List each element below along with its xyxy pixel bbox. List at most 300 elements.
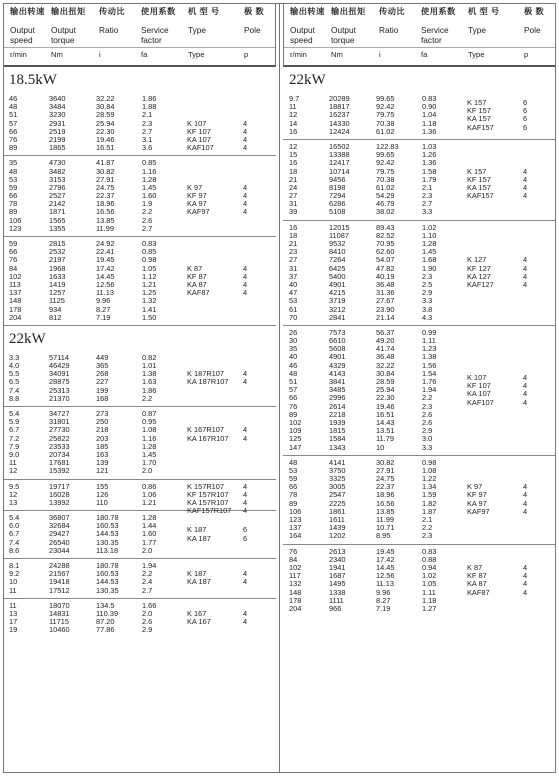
cell-torque: 26540 [49,537,70,547]
cell-ratio: 22.37 [96,191,115,201]
cell-torque: 16237 [329,110,350,120]
model-pole: 4 [523,397,528,407]
cell-ratio: 92.42 [376,102,395,112]
model-pole: 4 [243,481,248,491]
cell-speed: 27 [289,255,298,265]
table-row [283,444,556,452]
cell-service-factor: 2.2 [422,393,433,403]
cell-torque: 10714 [329,166,350,176]
header-en-line: Ratio [99,25,119,35]
cell-torque: 5108 [329,207,346,217]
cell-speed: 57 [9,118,18,128]
cell-speed: 11 [9,585,17,595]
cell-ratio: 24.92 [96,239,115,248]
cell-ratio: 46.79 [376,199,395,209]
cell-ratio: 250 [96,417,109,427]
header-en-ratio [99,26,118,36]
cell-service-factor: 1.08 [142,425,157,435]
cell-service-factor: 2.1 [422,515,433,524]
cell-ratio: 24.75 [376,474,395,484]
data-group [3,480,276,516]
cell-torque: 4730 [49,158,66,168]
header-en-type [468,26,486,36]
cell-torque: 1687 [329,571,346,581]
model-list [187,426,275,442]
cell-torque: 1111 [329,595,344,605]
cell-speed: 89 [289,498,298,508]
model-list [467,168,555,201]
model-type: K 127 [467,255,487,265]
header-unit-service-factor: fa [421,50,428,59]
cell-ratio: 218 [96,425,109,435]
cell-speed: 5.4 [9,409,20,418]
cell-service-factor: 2.5 [422,279,433,289]
table-row [283,289,556,297]
table-row [283,556,556,564]
cell-ratio: 30.84 [376,368,395,378]
cell-service-factor: 1.50 [142,312,157,322]
cell-service-factor: 2.4 [142,577,153,587]
cell-torque: 20734 [49,449,70,459]
model-type: KA 187 [187,533,211,543]
cell-speed: 53 [9,174,18,184]
cell-speed: 137 [289,523,302,533]
cell-ratio: 144.53 [96,529,119,539]
header-divider [4,47,275,48]
model-pole: 4 [523,271,528,281]
cell-ratio: 144.53 [96,577,119,587]
cell-torque: 7294 [329,191,346,201]
table-row [3,467,276,475]
cell-ratio: 18.96 [96,199,115,209]
model-entry [187,378,275,386]
cell-ratio: 8.95 [376,531,391,541]
model-pole: 4 [243,118,248,128]
cell-service-factor: 0.83 [142,239,157,248]
cell-torque: 17681 [49,458,70,468]
cell-torque: 24288 [49,561,70,570]
cell-ratio: 87.20 [96,617,115,627]
cell-ratio: 19.45 [96,255,115,265]
cell-service-factor: 2.2 [422,523,433,533]
cell-torque: 1815 [329,426,346,436]
cell-ratio: 13.85 [376,506,395,516]
cell-ratio: 54.29 [376,191,395,201]
model-type: KAF107 [467,397,494,407]
cell-ratio: 12.56 [376,571,395,581]
cell-speed: 59 [289,474,298,484]
cell-torque: 2931 [49,118,66,128]
model-pole: 4 [523,482,528,492]
cell-torque: 13388 [329,150,350,160]
cell-speed: 84 [289,554,298,564]
cell-speed: 7.2 [9,433,20,443]
header-en-line: Output [331,25,356,35]
model-type: KA 187 [187,577,211,587]
cell-service-factor: 0.83 [422,94,437,103]
model-pole: 4 [523,389,528,399]
cell-service-factor: 2.7 [142,223,153,233]
cell-torque: 19418 [49,577,70,587]
cell-torque: 1419 [49,279,66,289]
cell-speed: 17 [9,617,18,627]
cell-speed: 147 [289,442,302,452]
table-row [283,329,556,337]
data-group [3,237,276,326]
cell-speed: 46 [289,360,298,370]
cell-speed: 113 [9,279,21,289]
model-type: KA 97 [187,199,207,209]
cell-ratio: 7.19 [96,312,111,322]
table-row [3,451,276,459]
model-list [467,374,555,407]
cell-torque: 17512 [49,585,70,595]
table-row [283,467,556,475]
cell-ratio: 22.30 [96,126,115,136]
model-pole: 4 [243,608,248,618]
model-pole: 4 [243,263,248,273]
cell-speed: 76 [9,134,18,144]
cell-service-factor: 1.94 [142,561,157,570]
cell-ratio: 185 [96,441,109,451]
cell-speed: 37 [289,271,298,281]
header-en-line: Pole [524,25,541,35]
cell-service-factor: 1.06 [142,489,157,499]
model-pole: 4 [523,490,528,500]
table-row [3,217,276,225]
data-group [3,511,276,559]
data-group [283,456,556,545]
model-type: KA 167R107 [187,433,229,443]
table-row [283,597,556,605]
table-row [283,151,556,159]
cell-speed: 4.0 [9,361,20,371]
cell-service-factor: 1.21 [142,497,157,507]
cell-ratio: 89.43 [376,222,395,232]
cell-ratio: 54.07 [376,255,395,265]
header-en-pole [524,26,541,36]
cell-speed: 76 [289,546,298,556]
cell-speed: 12 [9,489,18,499]
cell-ratio: 18.96 [376,490,395,500]
cell-speed: 6.5 [9,377,20,387]
cell-service-factor: 1.25 [142,288,157,298]
cell-speed: 48 [289,368,298,378]
cell-service-factor: 0.83 [422,546,437,556]
cell-speed: 40 [289,279,298,289]
cell-torque: 1355 [49,223,66,233]
model-type: KF 87 [187,271,207,281]
cell-torque: 1939 [329,417,346,427]
cell-torque: 21567 [49,569,70,579]
cell-service-factor: 1.01 [142,361,157,371]
model-pole: 4 [243,279,248,289]
cell-speed: 178 [9,304,22,314]
table-row [3,626,276,634]
cell-torque: 25822 [49,433,70,443]
cell-torque: 1633 [49,271,66,281]
cell-ratio: 139 [96,458,109,468]
table-row [3,168,276,176]
cell-ratio: 14.45 [96,271,115,281]
table-row [283,337,556,345]
cell-speed: 84 [9,263,18,273]
model-type: KA 157R107 [187,497,229,507]
cell-service-factor: 1.54 [422,368,437,378]
cell-torque: 1871 [49,207,66,217]
cell-speed: 9.2 [9,569,20,579]
model-list [187,184,275,217]
cell-service-factor: 1.28 [142,513,157,523]
table-row [3,314,276,322]
model-pole: 4 [523,381,528,391]
model-list [187,610,275,626]
cell-speed: 9.5 [9,481,20,491]
cell-service-factor: 1.28 [142,174,157,184]
cell-service-factor: 2.3 [142,118,153,128]
cell-speed: 48 [9,166,18,176]
model-list [467,99,555,132]
cell-ratio: 41.87 [96,158,115,168]
cell-torque: 2197 [49,255,66,265]
cell-torque: 2519 [49,126,66,136]
cell-service-factor: 1.41 [142,304,157,314]
cell-speed: 51 [9,110,18,120]
cell-ratio: 17.42 [96,263,115,273]
cell-service-factor: 2.2 [142,207,153,217]
cell-ratio: 70.38 [376,118,395,128]
cell-ratio: 365 [96,361,109,371]
table-row [283,516,556,524]
cell-ratio: 168 [96,393,109,403]
model-type: KF 157 [467,174,491,184]
header-en-service-factor [421,26,449,45]
model-type: KAF127 [467,279,494,289]
header-en-line: Output [290,25,315,35]
cell-speed: 204 [289,603,302,613]
cell-ratio: 13.51 [376,426,395,436]
table-header [283,3,556,67]
model-type: K 87 [467,562,483,572]
cell-service-factor: 2.6 [422,409,433,419]
cell-service-factor: 2.0 [142,545,153,555]
cell-service-factor: 1.23 [422,344,437,354]
cell-speed: 27 [289,191,298,201]
cell-service-factor: 1.08 [422,465,437,475]
model-list [187,265,275,298]
cell-torque: 1202 [329,531,346,541]
cell-torque: 4143 [329,368,346,378]
cell-service-factor: 1.60 [142,191,157,201]
header-en-line: factor [141,34,162,45]
table-row [283,548,556,556]
model-entry [467,281,555,289]
table-row [283,475,556,483]
header-unit-pole: p [244,50,249,59]
cell-speed: 66 [289,393,298,403]
table-row [3,354,276,362]
header-en-line: Service [421,25,449,35]
cell-ratio: 110.39 [96,608,119,618]
model-type: KF 157R107 [187,489,229,499]
cell-service-factor: 1.66 [142,600,157,610]
cell-ratio: 16.56 [96,207,115,217]
cell-ratio: 92.42 [376,158,395,168]
cell-torque: 11715 [49,617,70,627]
cell-ratio: 9.96 [376,587,391,597]
model-pole: 4 [243,377,248,387]
data-group [283,326,556,456]
cell-speed: 16 [289,126,298,136]
cell-torque: 3640 [49,94,66,103]
cell-speed: 16 [289,222,298,232]
table-row [283,605,556,613]
header-cn-speed: 输出转速 [290,7,325,16]
model-pole: 6 [523,122,528,132]
cell-torque: 6610 [329,336,346,346]
cell-speed: 164 [289,531,302,541]
header-en-type [188,26,206,36]
cell-speed: 123 [289,515,302,524]
cell-speed: 102 [289,562,302,572]
cell-service-factor: 1.28 [422,239,437,248]
cell-torque: 9456 [329,174,346,184]
header-unit-pole: p [524,50,529,59]
header-cn-pole: 极 数 [524,7,545,16]
model-pole: 4 [243,369,248,379]
cell-service-factor: 1.58 [422,166,437,176]
header-cn-torque: 输出扭矩 [331,7,366,16]
cell-service-factor: 3.8 [422,304,433,314]
cell-service-factor: 3.6 [142,143,153,153]
cell-service-factor: 1.44 [142,521,157,531]
cell-torque: 1565 [49,215,66,225]
cell-speed: 10 [9,577,18,587]
cell-service-factor: 0.86 [142,481,157,491]
model-pole: 6 [523,106,528,116]
column-divider [279,3,280,773]
cell-service-factor: 1.68 [422,255,437,265]
cell-speed: 53 [289,296,298,306]
cell-service-factor: 1.10 [422,230,437,240]
cell-ratio: 61.02 [376,182,395,192]
table-row [3,111,276,119]
cell-speed: 30 [289,336,298,346]
cell-torque: 2199 [49,134,66,144]
cell-service-factor: 3.3 [422,207,433,217]
model-pole: 4 [523,174,528,184]
cell-torque: 29427 [49,529,70,539]
cell-torque: 1257 [49,288,66,298]
cell-service-factor: 1.26 [422,150,437,160]
model-type: K 97 [187,182,203,192]
cell-ratio: 82.52 [376,230,395,240]
header-divider [284,47,555,48]
cell-ratio: 130.35 [96,585,119,595]
left-column [3,3,276,638]
cell-torque: 1584 [329,434,346,444]
cell-speed: 9.7 [289,94,300,103]
cell-torque: 1861 [329,506,346,516]
model-type: KAF97 [467,506,490,516]
cell-torque: 966 [329,603,342,613]
cell-service-factor: 1.56 [422,360,437,370]
cell-ratio: 19.45 [376,546,395,556]
cell-speed: 8.1 [9,561,20,570]
model-type: KAF107 [187,143,214,153]
table-row [283,248,556,256]
cell-service-factor: 1.21 [142,279,157,289]
cell-ratio: 22.41 [96,247,115,257]
cell-speed: 89 [9,143,18,153]
cell-torque: 3485 [329,385,346,395]
cell-torque: 20289 [329,94,350,103]
header-cn-service-factor: 使用系数 [421,7,456,16]
cell-speed: 21 [289,174,298,184]
cell-ratio: 16.51 [376,409,395,419]
cell-service-factor: 0.98 [422,457,437,467]
table-row [3,362,276,370]
power-heading: 22kW [289,72,326,88]
cell-ratio: 99.65 [376,94,395,103]
table-row [3,248,276,256]
cell-service-factor: 1.36 [422,126,437,136]
cell-torque: 16028 [49,489,70,499]
cell-ratio: 11.79 [376,434,394,444]
header-cn-ratio: 传动比 [99,7,126,16]
cell-torque: 12417 [329,158,350,168]
model-type: K 167R107 [187,425,224,435]
model-pole: 4 [243,126,248,136]
cell-speed: 9.0 [9,449,20,459]
cell-torque: 3153 [49,174,66,184]
table-row [3,95,276,103]
cell-service-factor: 4.3 [422,312,433,322]
model-entry [467,399,555,407]
cell-speed: 31 [289,263,298,273]
model-type: K 187 [187,569,207,579]
model-pole: 4 [523,255,528,265]
cell-torque: 2996 [329,393,346,403]
model-type: KF 107 [187,126,211,136]
model-type: KF 97 [187,191,207,201]
model-list [187,120,275,153]
cell-speed: 18 [289,166,298,176]
cell-ratio: 62.60 [376,247,395,257]
cell-speed: 35 [9,158,18,168]
cell-speed: 148 [9,296,22,306]
cell-speed: 57 [289,385,298,395]
cell-ratio: 449 [96,352,109,362]
table-row [3,256,276,264]
table-row [283,232,556,240]
table-row [3,306,276,314]
cell-service-factor: 0.87 [142,409,157,418]
table-row [283,159,556,167]
cell-service-factor: 1.86 [142,94,157,103]
model-entry [187,435,275,443]
cell-ratio: 56.37 [376,327,395,337]
model-list [467,256,555,289]
cell-service-factor: 0.99 [422,327,437,337]
cell-torque: 4329 [329,360,346,370]
cell-ratio: 47.82 [376,263,395,273]
cell-speed: 48 [9,102,18,112]
cell-service-factor: 1.45 [142,182,157,192]
cell-service-factor: 2.2 [142,393,153,403]
cell-torque: 8198 [329,182,346,192]
cell-speed: 78 [9,199,18,209]
